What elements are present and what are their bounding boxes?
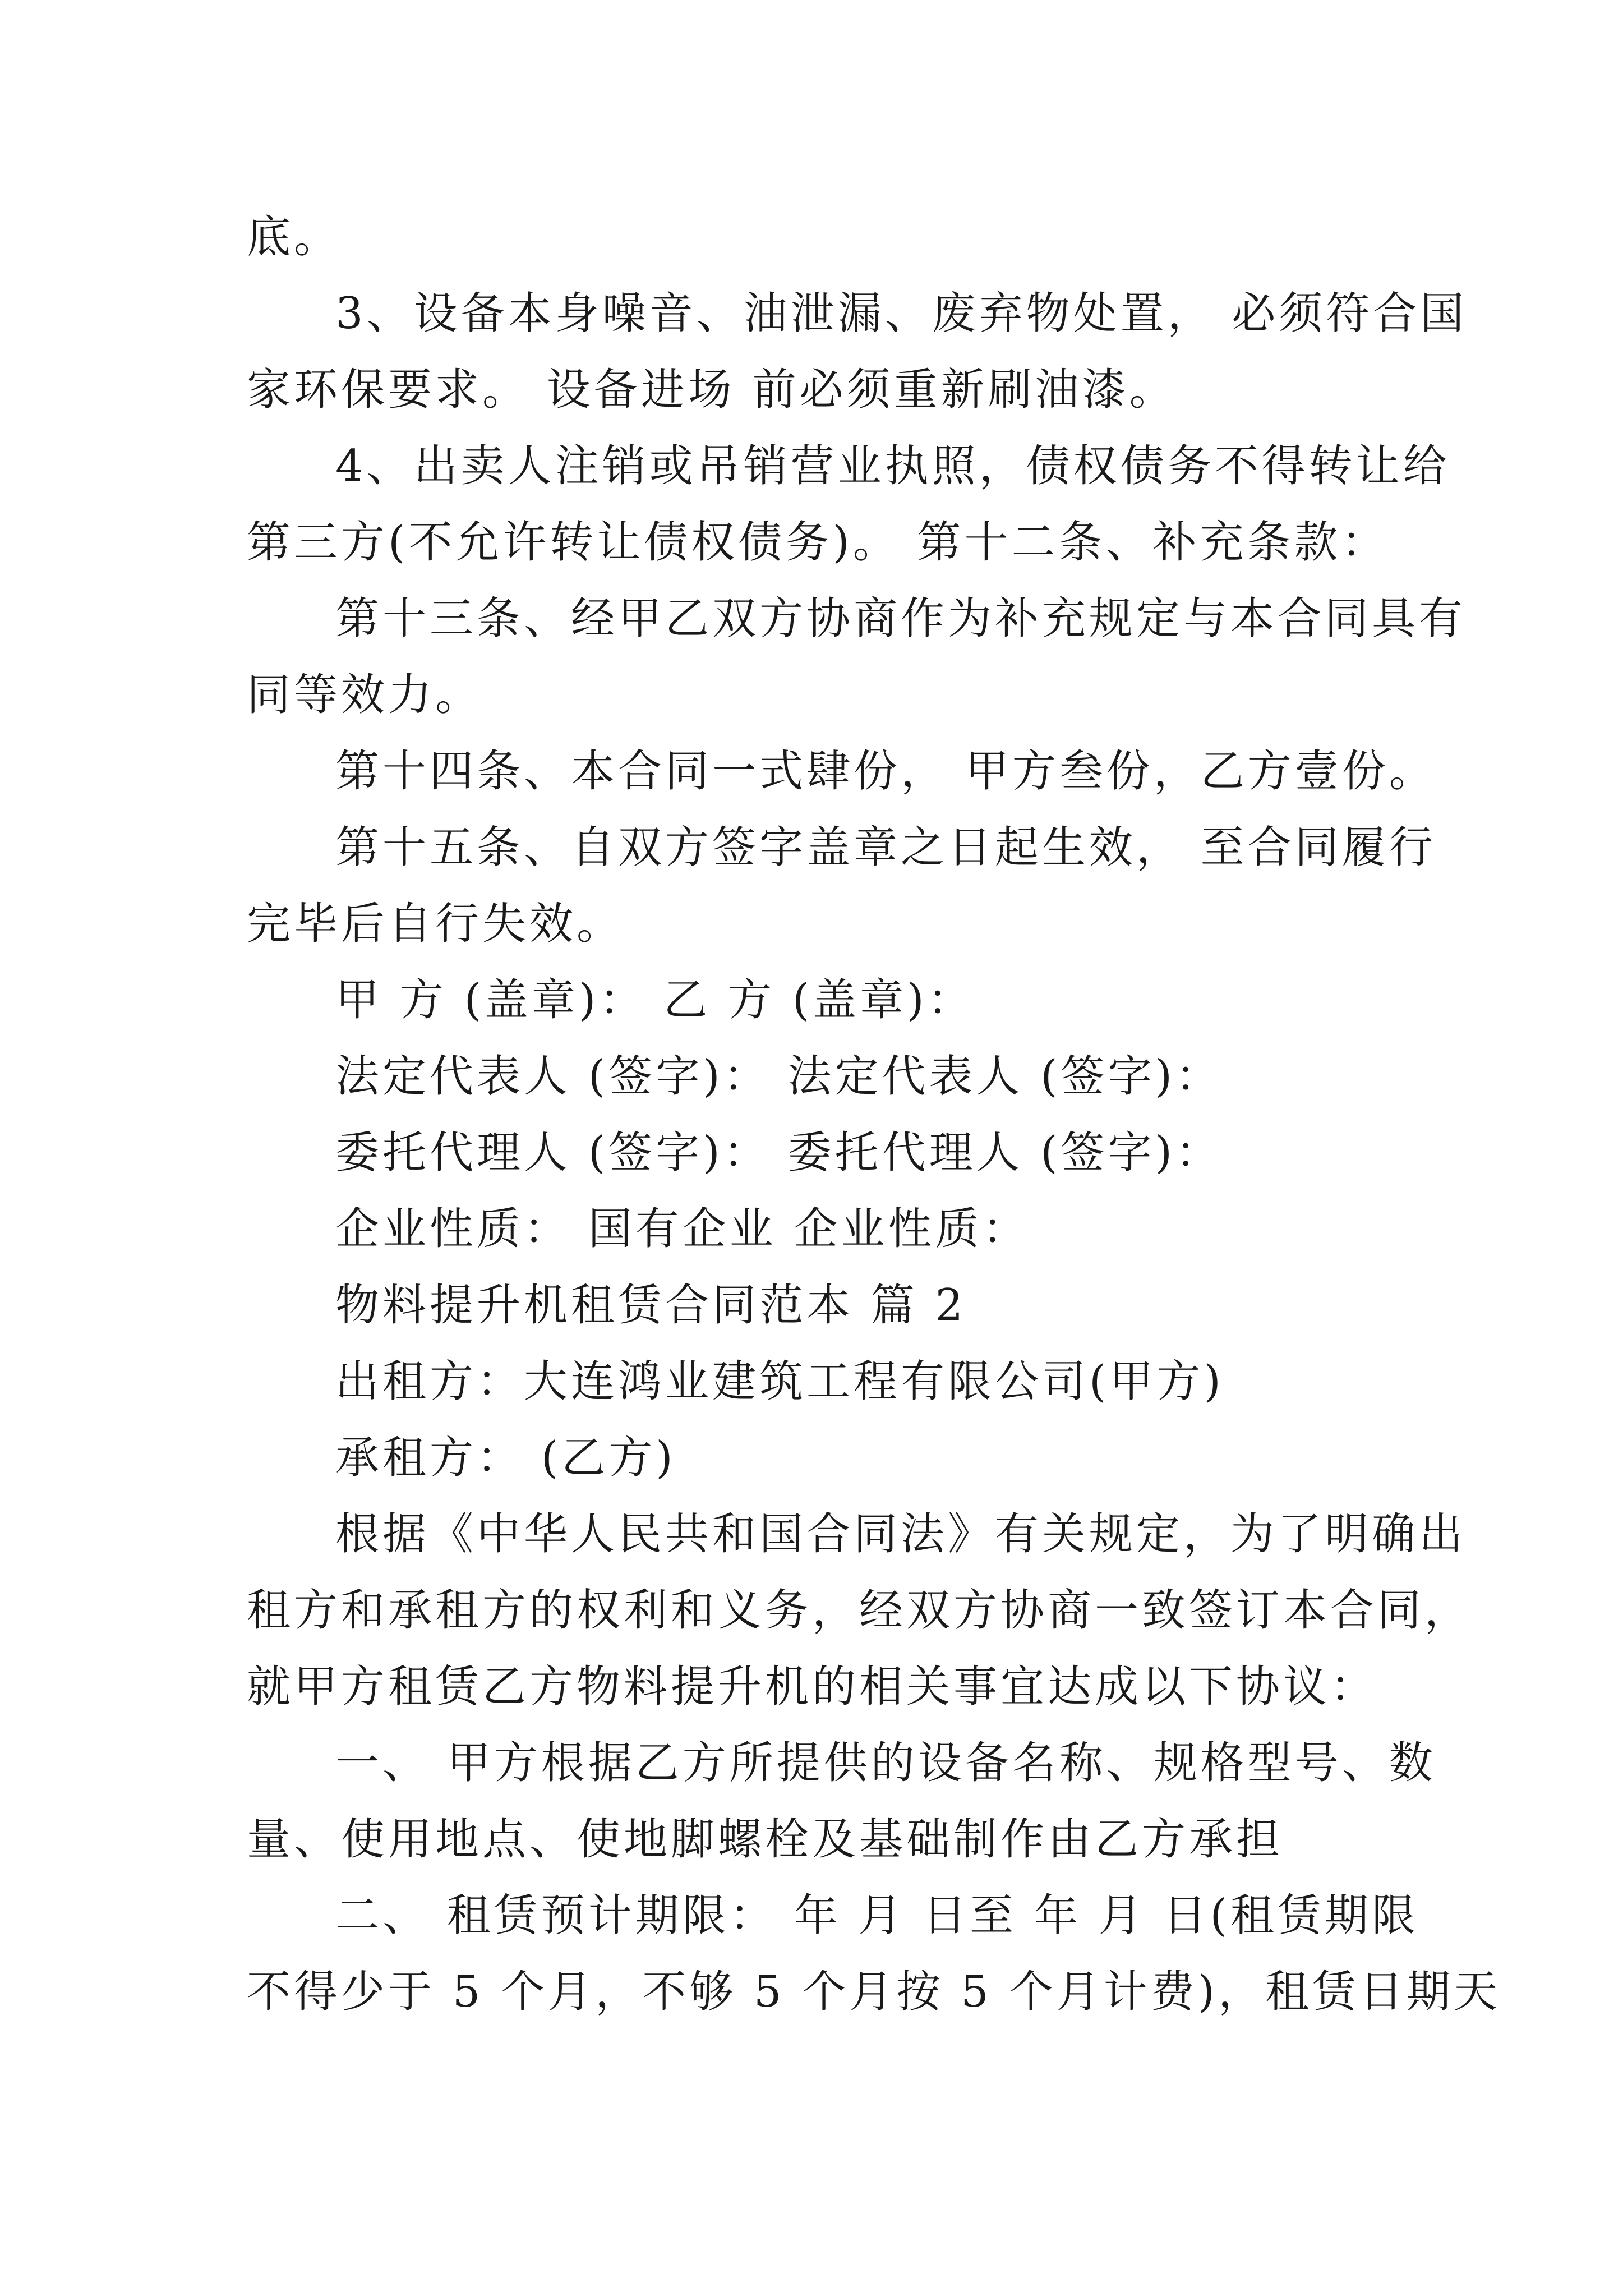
text-line: 出租方：大连鸿业建筑工程有限公司(甲方): [335, 1356, 1224, 1407]
text-line: 第十四条、本合同一式肆份， 甲方叁份，乙方壹份。: [335, 746, 1436, 797]
text-line: 二、 租赁预计期限： 年 月 日至 年 月 日(租赁期限: [335, 1890, 1419, 1941]
text-line: 根据《中华人民共和国合同法》有关规定，为了明确出: [335, 1509, 1467, 1559]
text-line: 完毕后自行失效。: [247, 899, 624, 949]
text-line: 家环保要求。 设备进场 前必须重新刷油漆。: [247, 365, 1177, 415]
text-line: 3、设备本身噪音、油泄漏、废弃物处置， 必须符合国: [335, 288, 1468, 339]
document-body: [247, 199, 1501, 2030]
text-line: 不得少于 5 个月，不够 5 个月按 5 个月计费)，租赁日期天: [247, 1967, 1501, 2017]
text-line: 租方和承租方的权利和义务，经双方协商一致签订本合同，: [247, 1585, 1472, 1636]
text-line: 就甲方租赁乙方物料提升机的相关事宜达成以下协议：: [247, 1662, 1378, 1712]
text-line: 第十三条、经甲乙双方协商作为补充规定与本合同具有: [335, 593, 1467, 644]
text-line: 量、使用地点、使地脚螺栓及基础制作由乙方承担: [247, 1814, 1284, 1865]
text-line: 第三方(不允许转让债权债务)。 第十二条、补充条款：: [247, 517, 1389, 568]
text-line: 同等效力。: [247, 670, 483, 720]
signature-line-agent: 委托代理人 (签字)： 委托代理人 (签字)：: [335, 1128, 1223, 1178]
signature-line-enterprise-type: 企业性质： 国有企业 企业性质：: [335, 1204, 1030, 1254]
text-line: 一、 甲方根据乙方所提供的设备名称、规格型号、数: [335, 1738, 1436, 1788]
text-line: 底。: [247, 212, 342, 263]
text-line: 4、出卖人注销或吊销营业执照，债权债务不得转让给: [335, 441, 1450, 491]
text-line: 第十五条、自双方签字盖章之日起生效， 至合同履行: [335, 822, 1436, 873]
signature-line-legal-rep: 法定代表人 (签字)： 法定代表人 (签字)：: [335, 1051, 1223, 1102]
section-heading: 物料提升机租赁合同范本 篇 2: [335, 1280, 967, 1331]
signature-line-party: 甲 方 (盖章)： 乙 方 (盖章)：: [335, 975, 975, 1025]
text-line: 承租方： (乙方): [335, 1433, 676, 1483]
